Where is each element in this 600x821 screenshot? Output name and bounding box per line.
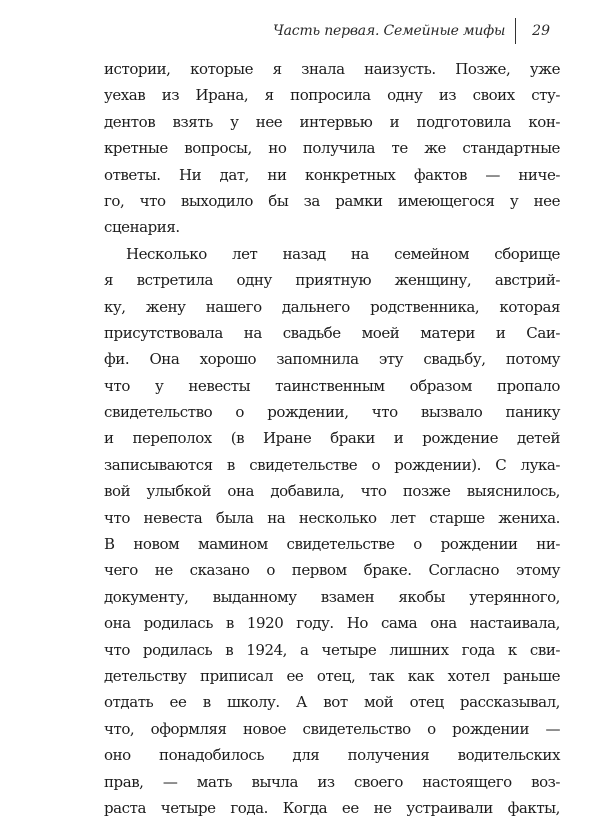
running-title: Часть первая. Семейные мифы xyxy=(273,23,506,39)
running-header xyxy=(250,20,550,42)
text-line: прав, — мать вычла из своего настоящего воз- xyxy=(104,772,560,791)
text-line: фи. Она хорошо запомнила эту свадьбу, потому xyxy=(104,350,560,369)
text-line: раста четыре года. Когда ее не устраивали факты, xyxy=(104,798,560,817)
text-line: чего не сказано о первом браке. Согласно этому xyxy=(104,561,560,580)
text-line: что, оформляя новое свидетельство о рождении — xyxy=(104,719,560,738)
text-line: и переполох (в Иране браки и рождение детей xyxy=(104,429,560,448)
text-line: В новом мамином свидетельстве о рождении ни- xyxy=(104,535,560,554)
text-line: документу, выданному взамен якобы утерянного, xyxy=(104,587,560,606)
text-line: отдать ее в школу. А вот мой отец рассказывал, xyxy=(104,693,560,712)
text-line: Несколько лет назад на семейном сборище xyxy=(126,244,560,263)
text-line: вой улыбкой она добавила, что позже выяснилось, xyxy=(104,482,560,501)
text-line: ответы. Ни дат, ни конкретных фактов — ниче- xyxy=(104,165,560,184)
text-line: го, что выходило бы за рамки имеющегося у нее xyxy=(104,191,560,210)
paragraph xyxy=(104,241,560,821)
paragraph xyxy=(104,56,560,241)
text-line: детельству приписал ее отец, так как хотел раньше xyxy=(104,666,560,685)
text-line: дентов взять у нее интервью и подготовила кон- xyxy=(104,112,560,131)
text-line: истории, которые я знала наизусть. Позже, уже xyxy=(104,60,560,78)
text-line: она родилась в 1920 году. Но сама она настаивала, xyxy=(104,614,560,633)
text-line: уехав из Ирана, я попросила одну из своих сту- xyxy=(104,86,560,105)
text-line: ку, жену нашего дальнего родственника, которая xyxy=(104,297,560,316)
body-text xyxy=(104,56,560,821)
text-line: что у невесты таинственным образом пропало xyxy=(104,376,560,395)
header-divider xyxy=(515,18,516,44)
text-line: записываются в свидетельстве о рождении). С лука- xyxy=(104,455,560,474)
text-line: что невеста была на несколько лет старше жениха. xyxy=(104,508,560,527)
text-line: свидетельство о рождении, что вызвало панику xyxy=(104,403,560,422)
text-line: присутствовала на свадьбе моей матери и Саи- xyxy=(104,323,560,342)
text-line: кретные вопросы, но получила те же стандартные xyxy=(104,139,560,158)
text-line: я встретила одну приятную женщину, австрий- xyxy=(104,271,560,290)
page-number: 29 xyxy=(532,23,550,39)
text-line: оно понадобилось для получения водительских xyxy=(104,746,560,765)
text-line: сценария. xyxy=(104,218,180,237)
text-line: что родилась в 1924, а четыре лишних года к сви- xyxy=(104,640,560,659)
